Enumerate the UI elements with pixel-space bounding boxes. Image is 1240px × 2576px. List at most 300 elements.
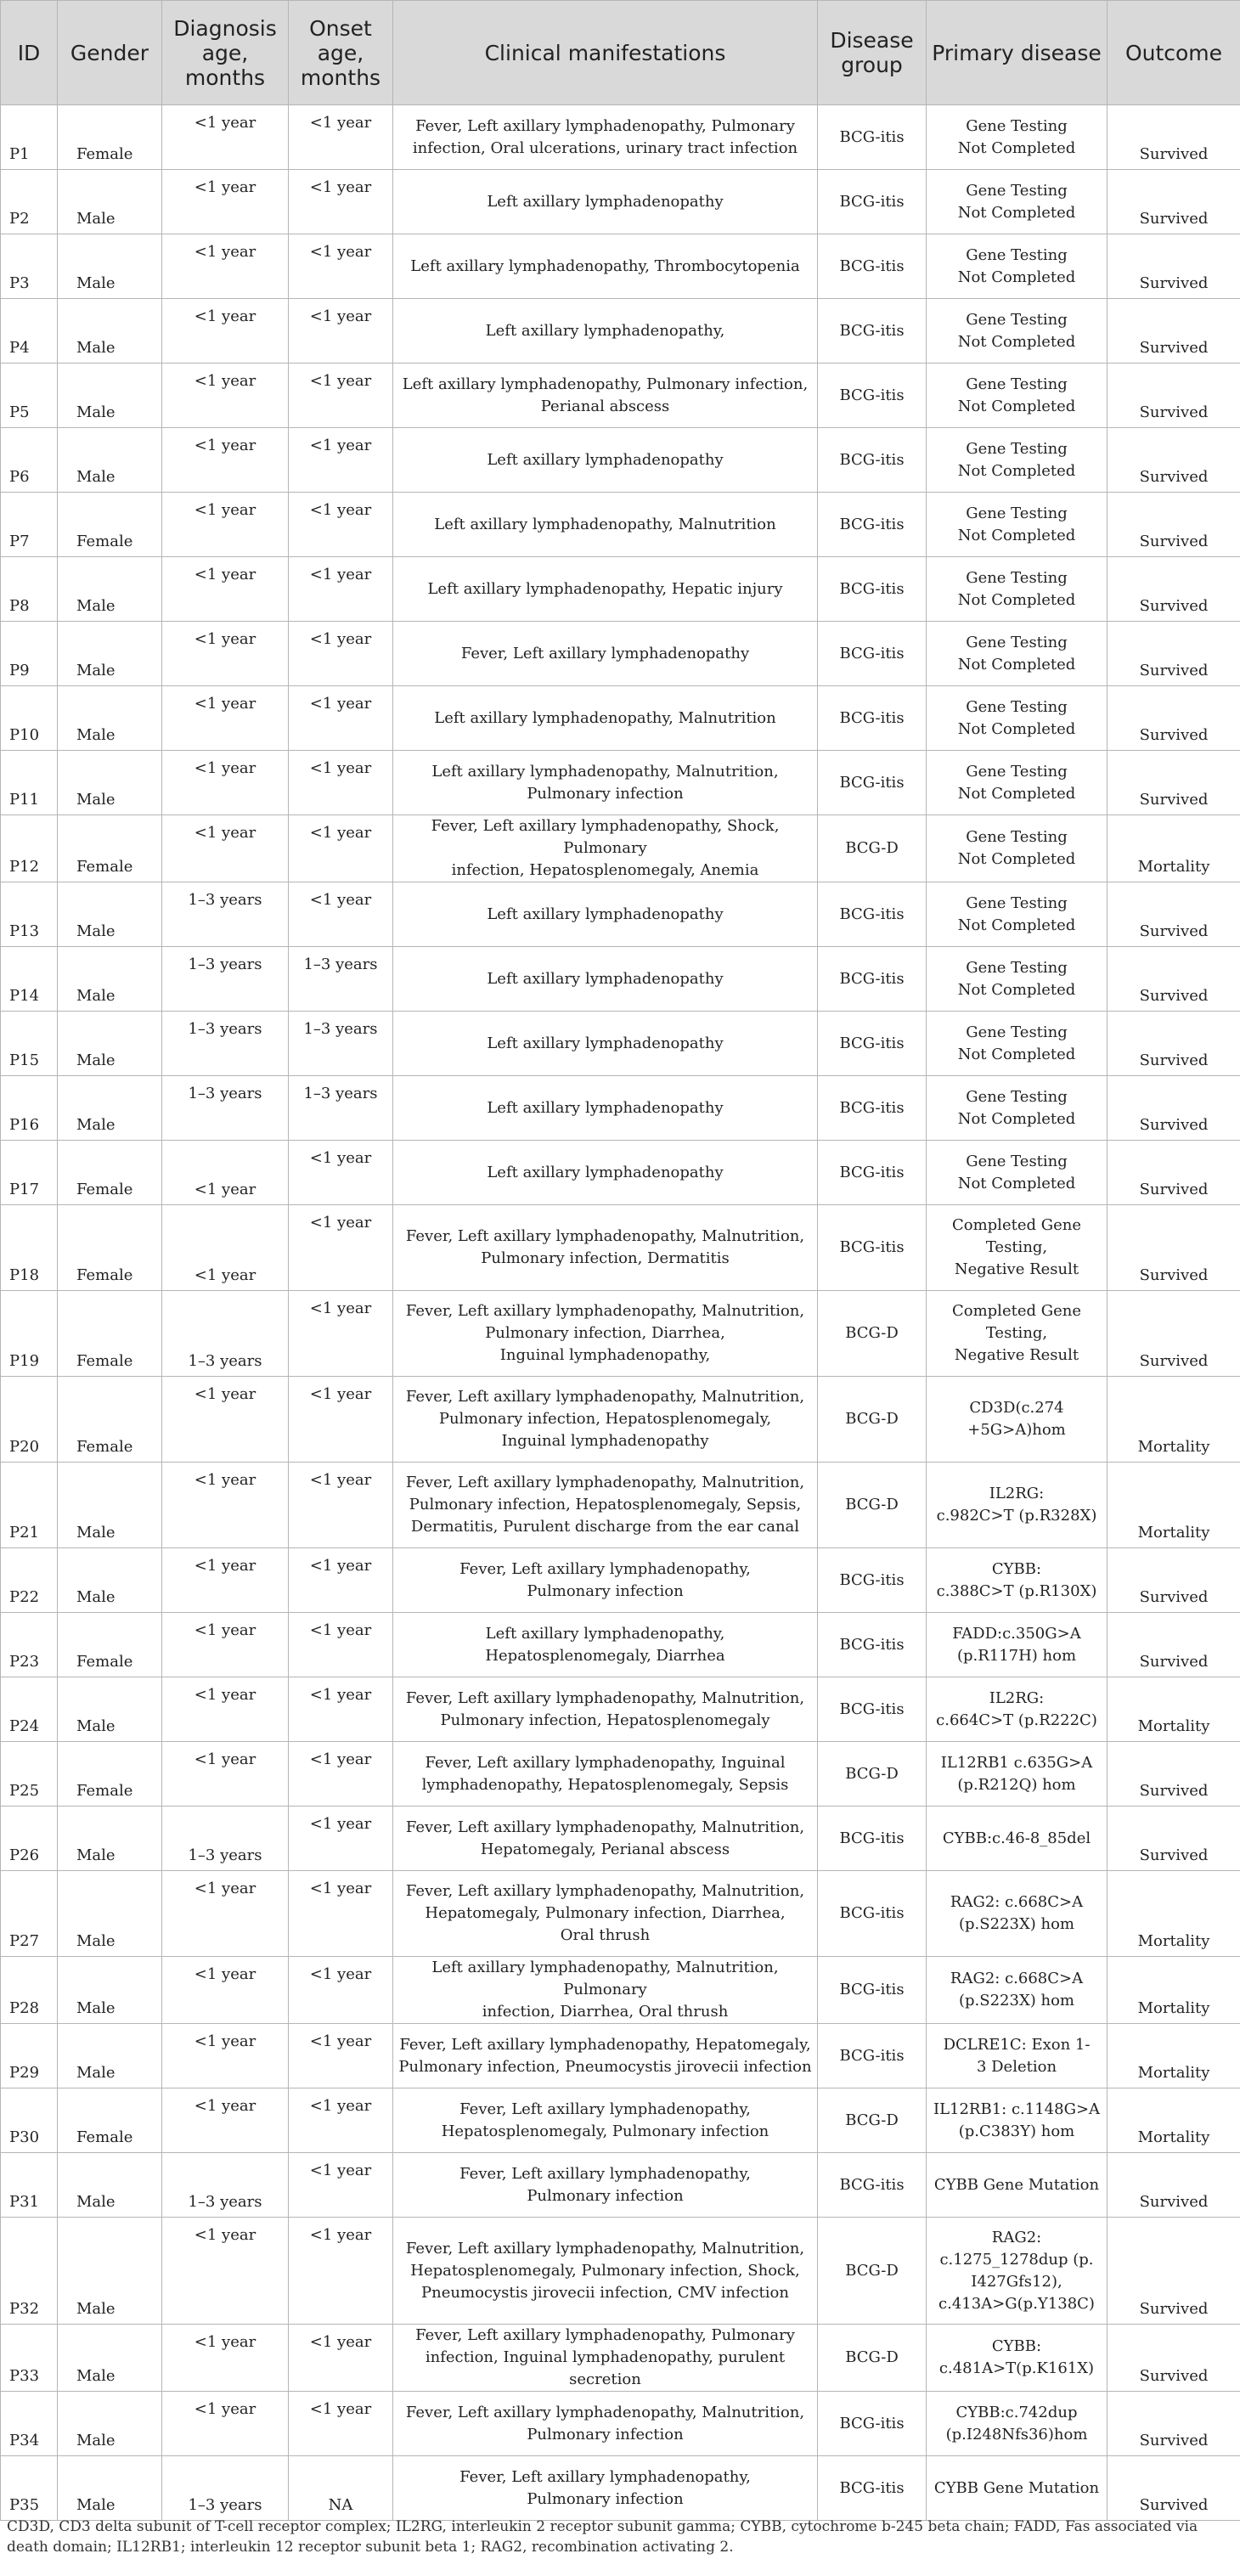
- cell-diagnosis-age: [162, 1807, 289, 1871]
- cell-disease-group: [818, 557, 927, 622]
- cell-disease-group: [818, 815, 927, 882]
- cell-gender-text: Male: [76, 726, 116, 744]
- cell-primary-disease: [927, 1076, 1108, 1141]
- cell-clinical-manifestations-text: Left axillary lymphadenopathy, Malnutrition, Pulmonary infection, Diarrhea, Oral thrush: [431, 1959, 779, 2021]
- cell-diagnosis-age-text: <1 year: [194, 695, 256, 713]
- cell-primary-disease: [927, 686, 1108, 751]
- cell-id-text: P24: [9, 1717, 40, 1735]
- cell-outcome: [1108, 1548, 1240, 1613]
- cell-diagnosis-age-text: <1 year: [194, 1385, 256, 1403]
- cell-primary-disease-text: Gene Testing Not Completed: [957, 116, 1076, 157]
- table-row: [1, 751, 1240, 815]
- cell-id: [1, 1807, 58, 1871]
- cell-clinical-manifestations: [393, 1742, 818, 1807]
- cell-onset-age-text: <1 year: [309, 1686, 372, 1704]
- cell-onset-age: [289, 1291, 393, 1377]
- table-row: [1, 2392, 1240, 2456]
- cell-id: [1, 2392, 58, 2456]
- cell-outcome: [1108, 686, 1240, 751]
- cell-onset-age-text: <1 year: [309, 307, 372, 325]
- cell-id-text: P4: [9, 339, 30, 357]
- cell-clinical-manifestations: [393, 299, 818, 364]
- cell-id: [1, 622, 58, 686]
- cell-diagnosis-age-text: <1 year: [194, 501, 256, 519]
- cell-diagnosis-age: [162, 1291, 289, 1377]
- cell-clinical-manifestations-text: Fever, Left axillary lymphadenopathy, Inguinal lymphadenopathy, Hepatosplenomegaly, Sepsis: [421, 1753, 789, 1794]
- table-header-row: [1, 1, 1240, 105]
- cell-outcome: [1108, 622, 1240, 686]
- cell-clinical-manifestations-text: Left axillary lymphadenopathy, Malnutrition, Pulmonary infection: [431, 762, 779, 803]
- cell-disease-group: [818, 751, 927, 815]
- cell-primary-disease: [927, 2325, 1108, 2392]
- cell-outcome-text: Survived: [1139, 1116, 1209, 1134]
- cell-diagnosis-age-text: 1–3 years: [188, 1352, 262, 1370]
- cell-onset-age-text: <1 year: [309, 1214, 372, 1232]
- cell-onset-age-text: <1 year: [309, 824, 372, 842]
- cell-clinical-manifestations: [393, 2218, 818, 2325]
- cell-outcome: [1108, 1677, 1240, 1742]
- cell-id-text: P18: [9, 1266, 40, 1284]
- cell-id: [1, 234, 58, 299]
- cell-primary-disease-text: CYBB:c.742dup (p.I248Nfs36)hom: [945, 2403, 1088, 2444]
- cell-id-text: P5: [9, 403, 30, 421]
- cell-gender-text: Male: [76, 2367, 116, 2385]
- cell-primary-disease-text: CYBB:c.46-8_85del: [942, 1829, 1091, 1847]
- header-disease-group: Disease group: [818, 1, 927, 105]
- cell-diagnosis-age: [162, 686, 289, 751]
- cell-primary-disease: [927, 170, 1108, 234]
- cell-outcome-text: Mortality: [1137, 1999, 1210, 2017]
- cell-onset-age-text: <1 year: [309, 1750, 372, 1768]
- cell-onset-age-text: <1 year: [309, 2097, 372, 2115]
- cell-primary-disease-text: Gene Testing Not Completed: [957, 958, 1076, 999]
- cell-outcome: [1108, 882, 1240, 947]
- cell-onset-age: [289, 2392, 393, 2456]
- cell-gender: [58, 364, 162, 428]
- cell-disease-group-text: BCG-itis: [839, 256, 905, 275]
- cell-gender: [58, 1871, 162, 1957]
- cell-onset-age: [289, 882, 393, 947]
- cell-outcome-text: Survived: [1139, 987, 1209, 1005]
- table-row: [1, 1141, 1240, 1205]
- cell-gender: [58, 1613, 162, 1677]
- cell-disease-group-text: BCG-itis: [839, 515, 905, 533]
- cell-clinical-manifestations-text: Left axillary lymphadenopathy: [487, 450, 724, 469]
- table-row: [1, 557, 1240, 622]
- cell-onset-age-text: <1 year: [309, 437, 372, 454]
- cell-gender-text: Male: [76, 2432, 116, 2449]
- cell-primary-disease-text: Gene Testing Not Completed: [957, 1087, 1076, 1128]
- cell-diagnosis-age-text: <1 year: [194, 1750, 256, 1768]
- cell-diagnosis-age-text: <1 year: [194, 114, 256, 132]
- cell-onset-age-text: <1 year: [309, 1815, 372, 1833]
- cell-onset-age: [289, 299, 393, 364]
- cell-primary-disease-text: Gene Testing Not Completed: [957, 633, 1076, 674]
- cell-onset-age-text: <1 year: [309, 1965, 372, 1983]
- cell-id: [1, 1871, 58, 1957]
- cell-primary-disease: [927, 947, 1108, 1012]
- cell-id-text: P10: [9, 726, 40, 744]
- cell-id: [1, 105, 58, 170]
- cell-outcome: [1108, 2218, 1240, 2325]
- cell-primary-disease: [927, 1807, 1108, 1871]
- cell-gender-text: Female: [76, 2128, 133, 2146]
- cell-primary-disease-text: Gene Testing Not Completed: [957, 181, 1076, 222]
- cell-gender: [58, 1205, 162, 1291]
- cell-disease-group: [818, 1548, 927, 1613]
- table-row: [1, 2325, 1240, 2392]
- cell-onset-age-text: NA: [328, 2496, 353, 2514]
- cell-primary-disease: [927, 751, 1108, 815]
- cell-onset-age: [289, 1377, 393, 1463]
- cell-gender: [58, 428, 162, 493]
- cell-onset-age-text: <1 year: [309, 759, 372, 777]
- cell-onset-age-text: 1–3 years: [303, 1020, 378, 1038]
- cell-diagnosis-age: [162, 2153, 289, 2218]
- cell-clinical-manifestations: [393, 170, 818, 234]
- header-diagnosis-age: Diagnosis age, months: [162, 1, 289, 105]
- cell-id: [1, 882, 58, 947]
- cell-primary-disease-text: Gene Testing Not Completed: [957, 568, 1076, 609]
- cell-onset-age: [289, 2218, 393, 2325]
- cell-onset-age-text: <1 year: [309, 1621, 372, 1639]
- cell-clinical-manifestations: [393, 1957, 818, 2024]
- cell-outcome-text: Survived: [1139, 922, 1209, 940]
- cell-diagnosis-age: [162, 105, 289, 170]
- cell-id-text: P26: [9, 1846, 40, 1864]
- cell-outcome: [1108, 1807, 1240, 1871]
- cell-onset-age-text: <1 year: [309, 1149, 372, 1167]
- cell-onset-age-text: <1 year: [309, 1471, 372, 1489]
- cell-disease-group: [818, 428, 927, 493]
- cell-diagnosis-age: [162, 1012, 289, 1076]
- cell-clinical-manifestations: [393, 1871, 818, 1957]
- cell-gender: [58, 299, 162, 364]
- cell-disease-group-text: BCG-D: [845, 2261, 899, 2280]
- cell-clinical-manifestations: [393, 1463, 818, 1548]
- cell-primary-disease: [927, 1742, 1108, 1807]
- cell-diagnosis-age-text: <1 year: [194, 2400, 256, 2418]
- cell-id: [1, 2456, 58, 2521]
- cell-diagnosis-age: [162, 1613, 289, 1677]
- cell-id-text: P9: [9, 662, 30, 679]
- cell-id: [1, 1076, 58, 1141]
- cell-diagnosis-age: [162, 1141, 289, 1205]
- cell-primary-disease: [927, 105, 1108, 170]
- table-footnote: CD3D, CD3 delta subunit of T-cell receptor complex; IL2RG, interleukin 2 receptor subunit gamma; CYBB, cytochrome b-245 beta chain; FADD, Fas associated via death domain; IL12RB1; interleukin 12 receptor subunit beta 1; RAG2, recombination activating 2.: [7, 2518, 1198, 2556]
- cell-diagnosis-age: [162, 170, 289, 234]
- cell-disease-group: [818, 1205, 927, 1291]
- cell-id-text: P34: [9, 2432, 40, 2449]
- cell-id: [1, 170, 58, 234]
- cell-gender: [58, 947, 162, 1012]
- cell-clinical-manifestations-text: Left axillary lymphadenopathy: [487, 905, 724, 923]
- cell-id-text: P3: [9, 274, 30, 292]
- cell-gender: [58, 1377, 162, 1463]
- cell-clinical-manifestations-text: Left axillary lymphadenopathy: [487, 1163, 724, 1181]
- cell-outcome: [1108, 1205, 1240, 1291]
- cell-primary-disease: [927, 1205, 1108, 1291]
- cell-outcome: [1108, 1742, 1240, 1807]
- cell-diagnosis-age: [162, 2218, 289, 2325]
- cell-outcome-text: Survived: [1139, 1846, 1209, 1864]
- cell-onset-age-text: <1 year: [309, 501, 372, 519]
- cell-onset-age: [289, 364, 393, 428]
- cell-gender-text: Female: [76, 1438, 133, 1456]
- cell-primary-disease: [927, 428, 1108, 493]
- cell-disease-group: [818, 1012, 927, 1076]
- cell-outcome: [1108, 2325, 1240, 2392]
- cell-onset-age-text: <1 year: [309, 695, 372, 713]
- cell-id-text: P27: [9, 1932, 40, 1950]
- cell-id-text: P19: [9, 1352, 40, 1370]
- cell-diagnosis-age-text: <1 year: [194, 759, 256, 777]
- cell-onset-age: [289, 234, 393, 299]
- cell-primary-disease-text: Completed Gene Testing, Negative Result: [951, 1216, 1081, 1278]
- cell-disease-group-text: BCG-D: [845, 2111, 899, 2129]
- cell-clinical-manifestations: [393, 1012, 818, 1076]
- cell-disease-group-text: BCG-D: [845, 1410, 899, 1428]
- cell-primary-disease-text: RAG2: c.1275_1278dup (p. I427Gfs12), c.413A>G(p.Y138C): [938, 2228, 1095, 2313]
- cell-clinical-manifestations: [393, 2088, 818, 2153]
- cell-outcome: [1108, 1291, 1240, 1377]
- cell-disease-group: [818, 1871, 927, 1957]
- cell-id: [1, 428, 58, 493]
- cell-gender: [58, 2218, 162, 2325]
- cell-primary-disease-text: Completed Gene Testing, Negative Result: [951, 1302, 1081, 1364]
- cell-gender: [58, 882, 162, 947]
- cell-clinical-manifestations-text: Left axillary lymphadenopathy, Hepatosplenomegaly, Diarrhea: [485, 1624, 725, 1665]
- cell-disease-group-text: BCG-itis: [839, 2046, 905, 2065]
- cell-diagnosis-age-text: <1 year: [194, 372, 256, 390]
- cell-outcome: [1108, 1076, 1240, 1141]
- header-clinical-manifestations: Clinical manifestations: [393, 1, 818, 105]
- cell-diagnosis-age: [162, 299, 289, 364]
- cell-primary-disease: [927, 1677, 1108, 1742]
- cell-outcome-text: Survived: [1139, 1266, 1209, 1284]
- table-row: [1, 1205, 1240, 1291]
- cell-primary-disease-text: CYBB Gene Mutation: [933, 2478, 1100, 2497]
- cell-disease-group: [818, 2392, 927, 2456]
- cell-clinical-manifestations: [393, 1377, 818, 1463]
- cell-onset-age: [289, 557, 393, 622]
- cell-clinical-manifestations-text: Left axillary lymphadenopathy: [487, 969, 724, 988]
- cell-id-text: P32: [9, 2300, 40, 2318]
- table-row: [1, 1871, 1240, 1957]
- cell-gender-text: Female: [76, 1653, 133, 1671]
- cell-gender: [58, 557, 162, 622]
- cell-outcome-text: Mortality: [1137, 1717, 1210, 1735]
- cell-clinical-manifestations: [393, 1291, 818, 1377]
- cell-outcome: [1108, 1463, 1240, 1548]
- cell-gender: [58, 1807, 162, 1871]
- cell-onset-age: [289, 1957, 393, 2024]
- cell-disease-group-text: BCG-itis: [839, 1904, 905, 1922]
- cell-onset-age: [289, 1548, 393, 1613]
- cell-gender: [58, 2153, 162, 2218]
- cell-primary-disease-text: RAG2: c.668C>A (p.S223X) hom: [950, 1970, 1084, 2010]
- cell-disease-group-text: BCG-itis: [839, 192, 905, 211]
- cell-onset-age: [289, 815, 393, 882]
- cell-onset-age-text: <1 year: [309, 114, 372, 132]
- cell-clinical-manifestations: [393, 1807, 818, 1871]
- cell-onset-age-text: <1 year: [309, 1385, 372, 1403]
- cell-outcome-text: Survived: [1139, 2300, 1209, 2318]
- cell-disease-group-text: BCG-itis: [839, 1699, 905, 1718]
- cell-primary-disease-text: CYBB: c.388C>T (p.R130X): [936, 1559, 1097, 1600]
- cell-gender-text: Male: [76, 1588, 116, 1606]
- cell-clinical-manifestations-text: Fever, Left axillary lymphadenopathy, Malnutrition, Hepatosplenomegaly, Pulmonary infection, Shock, Pneumocystis jirovecii infection, CMV infection: [405, 2239, 805, 2302]
- cell-outcome: [1108, 1377, 1240, 1463]
- cell-disease-group: [818, 1807, 927, 1871]
- cell-id: [1, 1677, 58, 1742]
- cell-onset-age: [289, 2325, 393, 2392]
- cell-disease-group-text: BCG-D: [845, 2348, 899, 2366]
- cell-disease-group-text: BCG-itis: [839, 1829, 905, 1847]
- cell-primary-disease: [927, 815, 1108, 882]
- table-row: [1, 1463, 1240, 1548]
- table-body: [1, 105, 1240, 2521]
- cell-disease-group-text: BCG-itis: [839, 1163, 905, 1181]
- cell-disease-group: [818, 2088, 927, 2153]
- cell-onset-age: [289, 1076, 393, 1141]
- cell-clinical-manifestations-text: Left axillary lymphadenopathy: [487, 1034, 724, 1052]
- table-row: [1, 170, 1240, 234]
- cell-id-text: P6: [9, 468, 30, 486]
- cell-gender: [58, 105, 162, 170]
- cell-clinical-manifestations: [393, 882, 818, 947]
- cell-gender-text: Male: [76, 1051, 116, 1069]
- cell-gender: [58, 1463, 162, 1548]
- table-row: [1, 1957, 1240, 2024]
- cell-id: [1, 2088, 58, 2153]
- cell-diagnosis-age: [162, 557, 289, 622]
- cell-id-text: P14: [9, 987, 40, 1005]
- cell-diagnosis-age: [162, 1742, 289, 1807]
- cell-disease-group-text: BCG-itis: [839, 127, 905, 146]
- cell-primary-disease-text: CYBB Gene Mutation: [933, 2175, 1100, 2194]
- cell-id-text: P15: [9, 1051, 40, 1069]
- table-row: [1, 364, 1240, 428]
- cell-primary-disease: [927, 2024, 1108, 2088]
- cell-primary-disease-text: Gene Testing Not Completed: [957, 439, 1076, 480]
- table-row: [1, 882, 1240, 947]
- cell-diagnosis-age-text: <1 year: [194, 630, 256, 648]
- cell-diagnosis-age-text: <1 year: [194, 1266, 256, 1284]
- cell-onset-age-text: <1 year: [309, 2400, 372, 2418]
- cell-gender-text: Male: [76, 468, 116, 486]
- cell-diagnosis-age-text: <1 year: [194, 566, 256, 583]
- cell-clinical-manifestations: [393, 751, 818, 815]
- cell-clinical-manifestations-text: Left axillary lymphadenopathy: [487, 192, 724, 211]
- cell-disease-group: [818, 947, 927, 1012]
- cell-diagnosis-age: [162, 2024, 289, 2088]
- cell-outcome: [1108, 751, 1240, 815]
- cell-outcome-text: Mortality: [1137, 2064, 1210, 2082]
- cell-onset-age: [289, 493, 393, 557]
- cell-clinical-manifestations: [393, 2392, 818, 2456]
- cell-disease-group-text: BCG-itis: [839, 386, 905, 404]
- table-row: [1, 428, 1240, 493]
- cell-id: [1, 686, 58, 751]
- cell-outcome: [1108, 2153, 1240, 2218]
- cell-disease-group: [818, 2218, 927, 2325]
- cell-disease-group-text: BCG-itis: [839, 644, 905, 662]
- cell-primary-disease: [927, 1463, 1108, 1548]
- cell-primary-disease: [927, 493, 1108, 557]
- cell-outcome-text: Mortality: [1137, 1438, 1210, 1456]
- cell-clinical-manifestations-text: Fever, Left axillary lymphadenopathy, Malnutrition, Hepatomegaly, Pulmonary infection, Diarrhea, Oral thrush: [405, 1882, 805, 1944]
- cell-onset-age-text: <1 year: [309, 1557, 372, 1575]
- cell-clinical-manifestations-text: Fever, Left axillary lymphadenopathy, Malnutrition, Pulmonary infection, Hepatosplenomegaly, Inguinal lymphadenopathy: [405, 1388, 805, 1450]
- cell-primary-disease: [927, 622, 1108, 686]
- cell-primary-disease: [927, 1291, 1108, 1377]
- cell-primary-disease: [927, 2153, 1108, 2218]
- cell-id: [1, 1463, 58, 1548]
- cell-outcome: [1108, 105, 1240, 170]
- table-row: [1, 2456, 1240, 2521]
- cell-diagnosis-age-text: <1 year: [194, 2226, 256, 2244]
- cell-clinical-manifestations-text: Fever, Left axillary lymphadenopathy, Malnutrition, Pulmonary infection, Diarrhea, Inguinal lymphadenopathy,: [405, 1302, 805, 1364]
- cell-outcome: [1108, 2088, 1240, 2153]
- cell-id: [1, 299, 58, 364]
- cell-gender-text: Male: [76, 791, 116, 809]
- cell-disease-group-text: BCG-D: [845, 1324, 899, 1342]
- cell-gender: [58, 234, 162, 299]
- cell-outcome-text: Survived: [1139, 597, 1209, 615]
- table-row: [1, 947, 1240, 1012]
- table-row: [1, 234, 1240, 299]
- cell-outcome: [1108, 815, 1240, 882]
- table-row: [1, 1291, 1240, 1377]
- cell-disease-group-text: BCG-itis: [839, 1981, 905, 1998]
- cell-primary-disease: [927, 1141, 1108, 1205]
- cell-gender-text: Male: [76, 2193, 116, 2211]
- cell-disease-group: [818, 1613, 927, 1677]
- cell-id: [1, 815, 58, 882]
- cell-primary-disease-text: Gene Testing Not Completed: [957, 310, 1076, 351]
- cell-diagnosis-age-text: <1 year: [194, 1557, 256, 1575]
- cell-clinical-manifestations: [393, 428, 818, 493]
- cell-primary-disease: [927, 557, 1108, 622]
- cell-diagnosis-age-text: <1 year: [194, 1686, 256, 1704]
- cell-disease-group-text: BCG-itis: [839, 2414, 905, 2432]
- cell-gender-text: Female: [76, 533, 133, 550]
- cell-clinical-manifestations: [393, 105, 818, 170]
- cell-diagnosis-age: [162, 622, 289, 686]
- cell-diagnosis-age: [162, 1377, 289, 1463]
- cell-diagnosis-age: [162, 1463, 289, 1548]
- cell-primary-disease: [927, 1871, 1108, 1957]
- cell-primary-disease: [927, 2456, 1108, 2521]
- header-id: ID: [1, 1, 58, 105]
- cell-primary-disease-text: IL2RG: c.982C>T (p.R328X): [936, 1485, 1097, 1525]
- cell-diagnosis-age-text: 1–3 years: [188, 1085, 262, 1102]
- cell-diagnosis-age: [162, 882, 289, 947]
- cell-onset-age: [289, 2088, 393, 2153]
- cell-primary-disease: [927, 882, 1108, 947]
- cell-disease-group: [818, 1141, 927, 1205]
- cell-primary-disease: [927, 234, 1108, 299]
- cell-gender-text: Male: [76, 1524, 116, 1542]
- cell-gender: [58, 170, 162, 234]
- cell-clinical-manifestations-text: Fever, Left axillary lymphadenopathy, Pulmonary infection, Oral ulcerations, urinary tract infection: [412, 116, 798, 157]
- cell-outcome: [1108, 234, 1240, 299]
- cell-outcome-text: Mortality: [1137, 1932, 1210, 1950]
- cell-outcome: [1108, 2456, 1240, 2521]
- cell-id-text: P8: [9, 597, 30, 615]
- cell-onset-age: [289, 1613, 393, 1677]
